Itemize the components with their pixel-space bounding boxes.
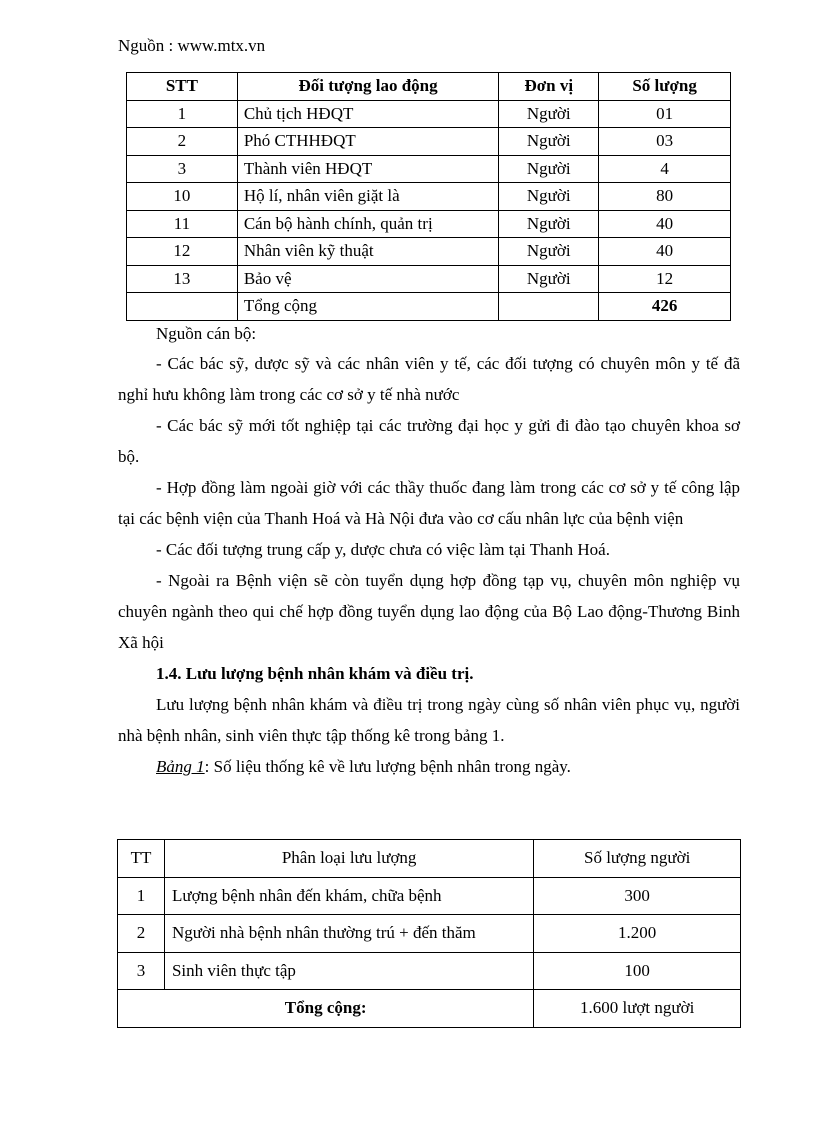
table-row <box>118 952 741 990</box>
table-row <box>127 265 731 293</box>
cell-unit: Người <box>499 183 599 211</box>
cell-unit: Người <box>499 210 599 238</box>
total-value: 426 <box>599 293 731 321</box>
cell-object: Nhân viên kỹ thuật <box>237 238 499 266</box>
caption-label: Bảng 1 <box>156 757 205 776</box>
caption-text: : Số liệu thống kê về lưu lượng bệnh nhân trong ngày. <box>204 757 571 776</box>
cell-unit: Người <box>499 128 599 156</box>
cell-people-count: 300 <box>534 877 741 915</box>
cell-unit: Người <box>499 265 599 293</box>
section-heading: 1.4. Lưu lượng bệnh nhân khám và điều trị. <box>156 664 474 683</box>
cell-flow-type: Lượng bệnh nhân đến khám, chữa bệnh <box>164 877 533 915</box>
header-people-count: Số lượng người <box>534 840 741 878</box>
total-label: Tổng cộng: <box>118 990 534 1028</box>
table-row <box>127 100 731 128</box>
cell-object: Thành viên HĐQT <box>237 155 499 183</box>
cell-stt: 3 <box>127 155 238 183</box>
table-total-row <box>118 990 741 1028</box>
body-text <box>118 320 740 782</box>
table-row <box>127 183 731 211</box>
cell-tt: 3 <box>118 952 165 990</box>
cell-object: Chủ tịch HĐQT <box>237 100 499 128</box>
paragraph-staff-source: Nguồn cán bộ: <box>156 324 257 343</box>
table-row <box>118 915 741 953</box>
table-row <box>127 155 731 183</box>
cell-people-count: 1.200 <box>534 915 741 953</box>
table-total-row <box>127 293 731 321</box>
staff-table <box>126 72 731 321</box>
cell-tt: 1 <box>118 877 165 915</box>
cell-people-count: 100 <box>534 952 741 990</box>
header-flow-type: Phân loại lưu lượng <box>164 840 533 878</box>
table-caption <box>118 751 740 782</box>
staff-table-header <box>127 73 731 101</box>
cell-unit: Người <box>499 100 599 128</box>
paragraph-retired-staff: - Các bác sỹ, dược sỹ và các nhân viên y tế, các đối tượng có chuyên môn y tế đã nghỉ hưu không làm trong các cơ sở y tế nhà nước <box>118 354 740 404</box>
cell-quantity: 03 <box>599 128 731 156</box>
cell-flow-type: Sinh viên thực tập <box>164 952 533 990</box>
header-object: Đối tượng lao động <box>237 73 499 101</box>
cell-quantity: 40 <box>599 210 731 238</box>
table-row <box>127 128 731 156</box>
cell-empty <box>127 293 238 321</box>
cell-stt: 13 <box>127 265 238 293</box>
table-row <box>118 877 741 915</box>
cell-stt: 2 <box>127 128 238 156</box>
section-text: Lưu lượng bệnh nhân khám và điều trị trong ngày cùng số nhân viên phục vụ, người nhà bệnh nhân, sinh viên thực tập thống kê trong bảng 1. <box>118 695 740 745</box>
patient-flow-table <box>117 839 741 1028</box>
cell-flow-type: Người nhà bệnh nhân thường trú + đến thăm <box>164 915 533 953</box>
header-tt: TT <box>118 840 165 878</box>
cell-stt: 10 <box>127 183 238 211</box>
cell-quantity: 01 <box>599 100 731 128</box>
cell-object: Bảo vệ <box>237 265 499 293</box>
cell-quantity: 12 <box>599 265 731 293</box>
cell-quantity: 4 <box>599 155 731 183</box>
cell-stt: 12 <box>127 238 238 266</box>
cell-object: Phó CTHHĐQT <box>237 128 499 156</box>
table-row <box>127 210 731 238</box>
cell-empty <box>499 293 599 321</box>
cell-unit: Người <box>499 155 599 183</box>
header-unit: Đơn vị <box>499 73 599 101</box>
paragraph-intermediate-staff: - Các đối tượng trung cấp y, dược chưa có việc làm tại Thanh Hoá. <box>156 540 610 559</box>
cell-tt: 2 <box>118 915 165 953</box>
table-row <box>127 238 731 266</box>
source-line: Nguồn : www.mtx.vn <box>118 36 266 55</box>
cell-stt: 1 <box>127 100 238 128</box>
cell-stt: 11 <box>127 210 238 238</box>
total-value: 1.600 lượt người <box>534 990 741 1028</box>
header-stt: STT <box>127 73 238 101</box>
paragraph-new-graduates: - Các bác sỹ mới tốt nghiệp tại các trường đại học y gửi đi đào tạo chuyên khoa sơ bộ. <box>118 416 740 466</box>
cell-quantity: 80 <box>599 183 731 211</box>
cell-unit: Người <box>499 238 599 266</box>
cell-object: Cán bộ hành chính, quản trị <box>237 210 499 238</box>
paragraph-other-hiring: - Ngoài ra Bệnh viện sẽ còn tuyển dụng hợp đồng tạp vụ, chuyên môn nghiệp vụ chuyên ngành theo qui chế hợp đồng tuyển dụng lao động của Bộ Lao động-Thương Binh Xã hội <box>118 571 740 652</box>
paragraph-overtime-contracts: - Hợp đồng làm ngoài giờ với các thầy thuốc đang làm trong các cơ sở y tế công lập tại các bệnh viện của Thanh Hoá và Hà Nội đưa vào cơ cấu nhân lực của bệnh viện <box>118 478 740 528</box>
header-quantity: Số lượng <box>599 73 731 101</box>
cell-object: Hộ lí, nhân viên giặt là <box>237 183 499 211</box>
cell-quantity: 40 <box>599 238 731 266</box>
patient-flow-table-header <box>118 840 741 878</box>
total-label: Tổng cộng <box>237 293 499 321</box>
